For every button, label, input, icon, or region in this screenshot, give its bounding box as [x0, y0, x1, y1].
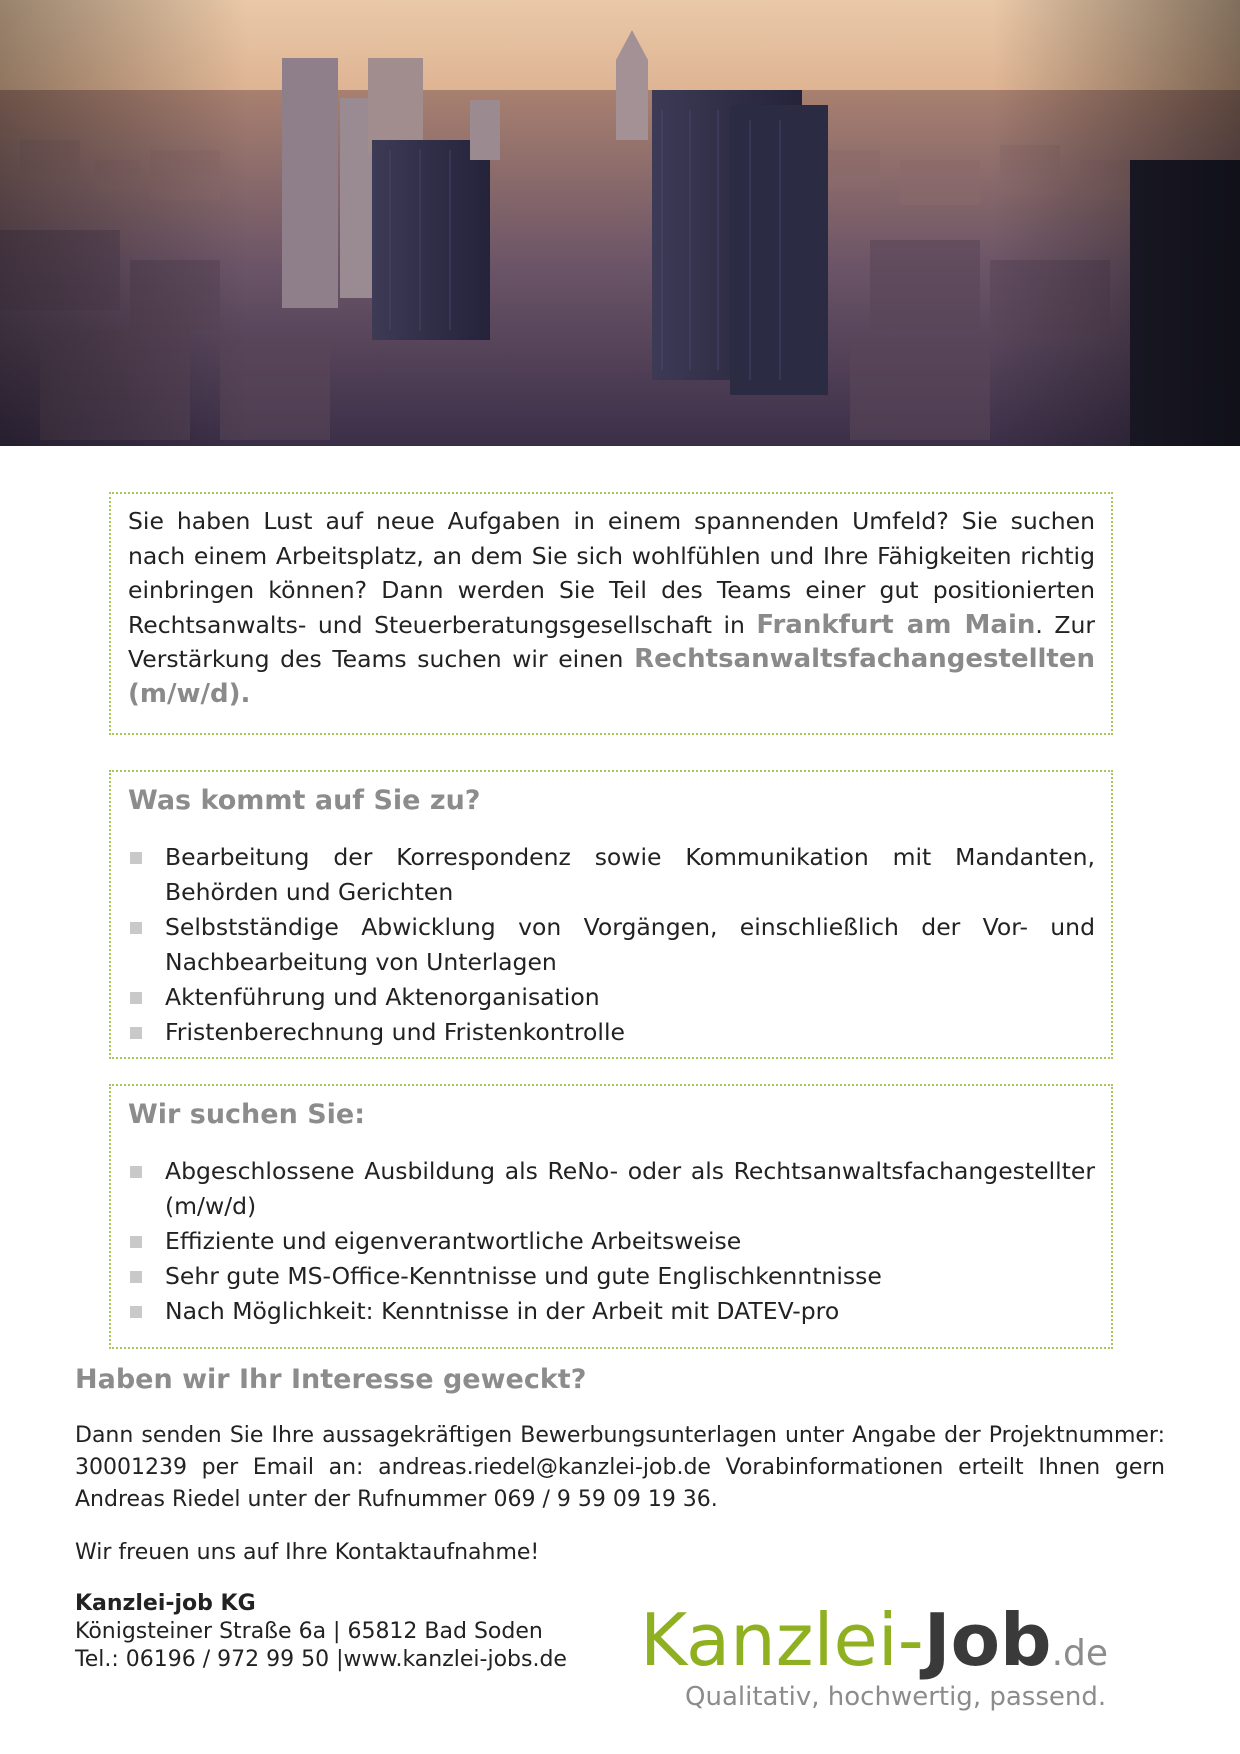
square-bullet-icon	[130, 1166, 142, 1178]
square-bullet-icon	[130, 992, 142, 1004]
square-bullet-icon	[130, 922, 142, 934]
cta-thanks: Wir freuen uns auf Ihre Kontaktaufnahme!	[75, 1540, 540, 1565]
company-name: Kanzlei-job KG	[75, 1591, 256, 1616]
tasks-list	[128, 840, 1095, 1050]
square-bullet-icon	[130, 1271, 142, 1283]
requirements-heading: Wir suchen Sie:	[128, 1099, 366, 1130]
logo-tagline: Qualitativ, hochwertig, passend.	[685, 1682, 1107, 1712]
tasks-heading: Was kommt auf Sie zu?	[128, 785, 481, 816]
logo-wordmark	[640, 1598, 1108, 1682]
list-item-text: Effiziente und eigenverantwortliche Arbeitsweise	[165, 1227, 742, 1255]
skyline-illustration	[0, 0, 1240, 446]
intro-text-2: . Zur Verstärkung des Teams suchen wir einen	[128, 610, 1095, 673]
list-item-text: Abgeschlossene Ausbildung als ReNo- oder als Rechtsanwaltsfachangestellter (m/w/d)	[165, 1157, 1095, 1220]
cta-heading: Haben wir Ihr Interesse geweckt?	[75, 1364, 587, 1395]
square-bullet-icon	[130, 852, 142, 864]
list-item-text: Bearbeitung der Korrespondenz sowie Kommunikation mit Mandanten, Behörden und Gerichten	[165, 843, 1095, 906]
location-highlight: Frankfurt am Main	[756, 609, 1036, 640]
list-item	[128, 1294, 1095, 1329]
company-address-block	[75, 1590, 567, 1674]
logo-graphic	[640, 1590, 1180, 1720]
tasks-box	[109, 770, 1113, 1059]
intro-text-1: Sie haben Lust auf neue Aufgaben in einem spannenden Umfeld? Sie suchen nach einem Arbeitsplatz, an dem Sie sich wohlfühlen und Ihre Fähigkeiten richtig einbringen können? Dann werden Sie Teil des Teams einer gut positionierten Rechtsanwalts- und Steuerberatungsgesellschaft in	[128, 507, 1095, 639]
list-item	[128, 1259, 1095, 1294]
list-item	[128, 1224, 1095, 1259]
list-item	[128, 1154, 1095, 1224]
requirements-box	[109, 1084, 1113, 1349]
square-bullet-icon	[130, 1236, 142, 1248]
logo-suffix: .de	[1051, 1633, 1109, 1674]
call-to-action	[75, 1360, 1165, 1565]
list-item-text: Fristenberechnung und Fristenkontrolle	[165, 1018, 625, 1046]
company-address: Königsteiner Straße 6a | 65812 Bad Soden	[75, 1619, 543, 1644]
kanzlei-job-logo	[640, 1590, 1180, 1720]
logo-part2: Job	[923, 1598, 1052, 1682]
logo-part1: Kanzlei-	[640, 1598, 924, 1682]
intro-box	[109, 492, 1113, 735]
list-item-text: Aktenführung und Aktenorganisation	[165, 983, 600, 1011]
list-item	[128, 910, 1095, 980]
company-contact: Tel.: 06196 / 972 99 50 |www.kanzlei-jobs.de	[75, 1647, 567, 1672]
square-bullet-icon	[130, 1027, 142, 1039]
hero-skyline-image	[0, 0, 1240, 446]
list-item	[128, 840, 1095, 910]
cta-body: Dann senden Sie Ihre aussagekräftigen Bewerbungsunterlagen unter Angabe der Projektnummer: 30001239 per Email an: andreas.riedel@kanzlei-job.de Vorabinformationen erteilt Ihnen gern Andreas Riedel unter der Rufnummer 069 / 9 59 09 19 36.	[75, 1423, 1165, 1512]
list-item	[128, 1015, 1095, 1050]
position-highlight: Rechtsanwaltsfachangestellten (m/w/d).	[128, 644, 1095, 709]
square-bullet-icon	[130, 1306, 142, 1318]
requirements-list	[128, 1154, 1095, 1329]
list-item-text: Nach Möglichkeit: Kenntnisse in der Arbeit mit DATEV-pro	[165, 1297, 840, 1325]
list-item	[128, 980, 1095, 1015]
intro-paragraph	[128, 504, 1095, 711]
list-item-text: Selbstständige Abwicklung von Vorgängen, einschließlich der Vor- und Nachbearbeitung von Unterlagen	[165, 913, 1095, 976]
list-item-text: Sehr gute MS-Office-Kenntnisse und gute Englischkenntnisse	[165, 1262, 882, 1290]
